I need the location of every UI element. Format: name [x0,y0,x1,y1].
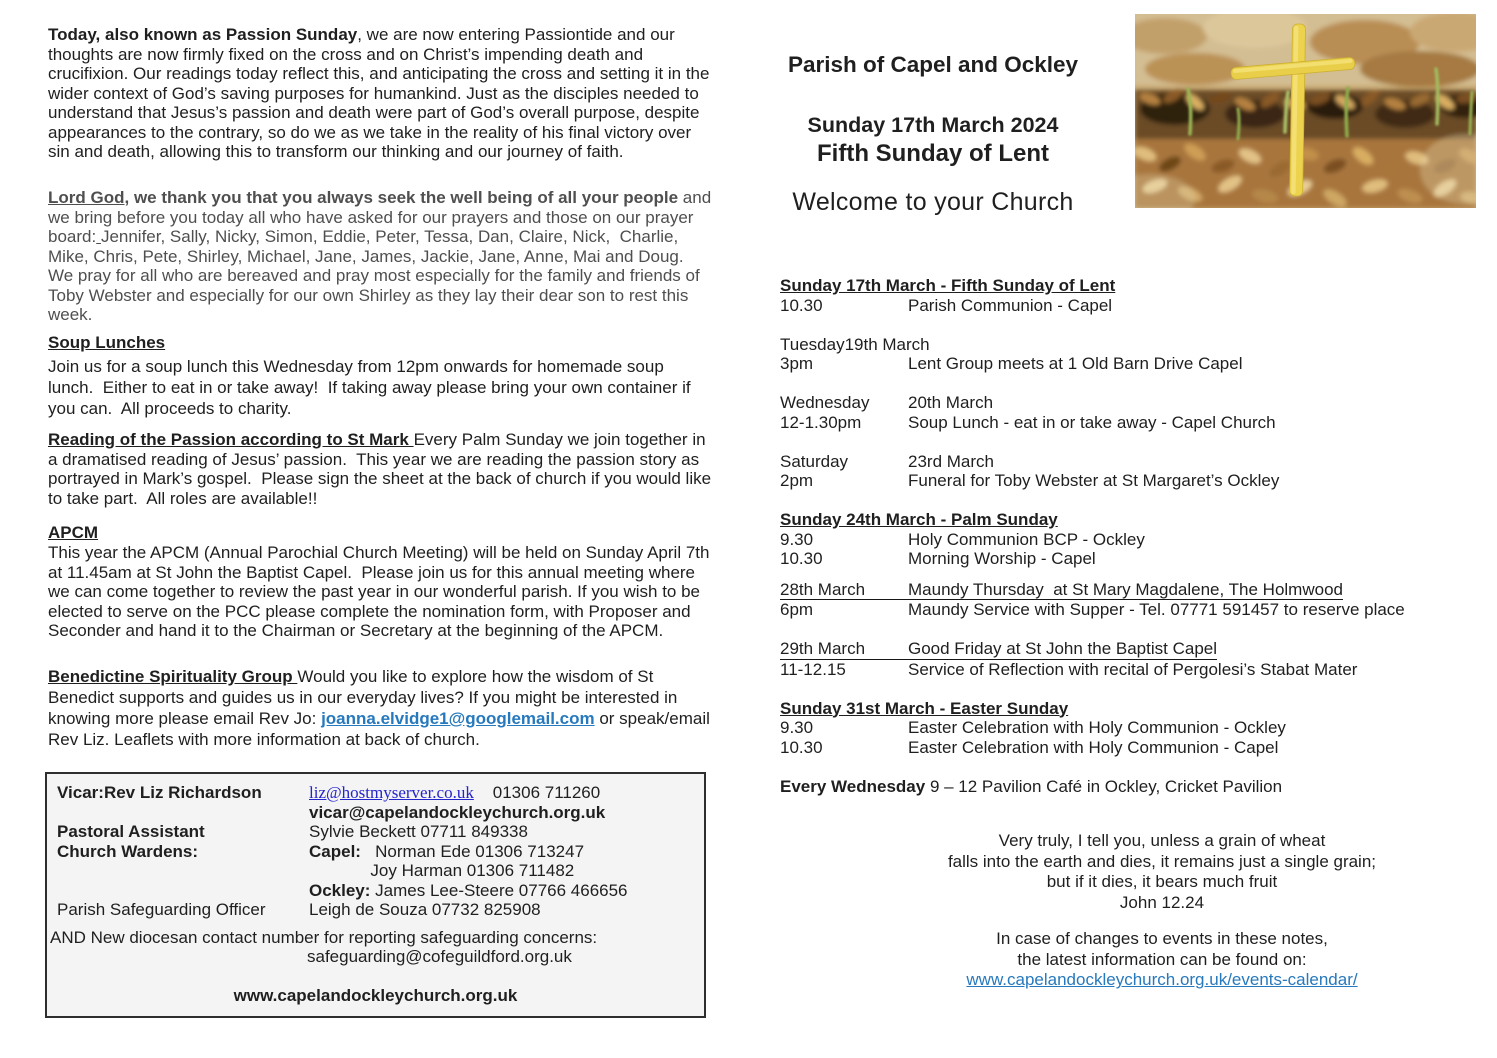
wheat-photo-svg [1135,14,1476,208]
text-segment: Benedictine Spirituality Group [48,667,298,686]
contact-value [309,842,584,862]
parish-title: Parish of Capel and Ockley [787,52,1079,77]
text-segment: Reading of the Passion according to St Mark [48,430,414,449]
event-time: 9.30 [780,718,814,737]
soup-lunches-paragraph: Join us for a soup lunch this Wednesday from 12pm onwards for homemade soup lunch. Either to eat in or take away! If taking away please bring your own container if you can. All proceeds to charity. [48,357,696,418]
events-schedule [780,276,1488,796]
text-line: but if it dies, it bears much fruit [1046,872,1278,892]
contact-value [309,900,541,920]
contact-info-box [45,772,706,1018]
contact-value [309,861,574,881]
event-time: Saturday [780,451,849,471]
text-line: Very truly, I tell you, unless a grain of wheat [998,831,1326,850]
schedule-row [780,660,1488,680]
fifth-sunday-of-lent-line: Fifth Sunday of Lent [817,140,1049,167]
event-time: 10.30 [780,295,823,315]
event-time: 9.30 [780,529,814,549]
schedule-heading: Sunday 24th March - Palm Sunday [780,510,1058,529]
schedule-row [780,549,1488,569]
contact-role-label: Parish Safeguarding Officer [57,900,266,919]
event-description: Parish Communion - Capel [908,295,1113,315]
schedule-row [780,335,1488,355]
safeguarding-email: safeguarding@cofeguildford.org.uk [307,947,572,966]
schedule-heading: Sunday 31st March - Easter Sunday [780,698,1069,718]
contact-rows [57,783,694,920]
event-description: Easter Celebration with Holy Communion - Ockley [908,718,1286,737]
contact-row [57,822,694,842]
text-segment: vicar@capelandockleychurch.org.uk [309,802,606,822]
contact-row [57,783,694,803]
john-12-24-verse [842,831,1482,914]
contact-value [309,783,600,803]
date-line: Sunday 17th March 2024 [807,113,1059,137]
contact-role-label [57,803,309,823]
event-time: 10.30 [780,737,823,757]
text-line: In case of changes to events in these notes, [996,928,1328,948]
changes-note [842,929,1482,970]
email-link[interactable]: joanna.elvidge1@googlemail.com [321,709,595,728]
text-segment: Jennifer, Sally, Nicky, Simon, Eddie, Peter, Tessa, Dan, Claire, Nick, Charlie, Mike, Chris, Pete, Shirley, Michael, Jane, James, Jackie, Jane, Anne, Mai and Doug. We pray for all who are bereaved and pray most especially for the family and friends of Toby Webster and especially for our own Shirley as they lay their dear son to rest this week. [48,227,705,324]
church-website: www.capelandockleychurch.org.uk [233,985,518,1005]
event-time: Wednesday [780,393,870,412]
text-segment: Capel: [309,841,361,861]
contact-value [309,803,605,823]
contact-role-label [57,881,309,901]
event-description: Funeral for Toby Webster at St Margaret’s Ockley [908,471,1280,490]
text-segment: Norman Ede 01306 713247 [360,841,585,861]
event-time: 10.30 [780,549,823,568]
schedule-row [780,471,1488,491]
text-segment: James Lee-Steere 07766 466656 [370,880,628,900]
event-description: Maundy Service with Supper - Tel. 07771 591457 to reserve place [908,600,1405,619]
event-description: Service of Reflection with recital of Pergolesi’s Stabat Mater [908,659,1358,679]
text-segment: Joy Harman 01306 711482 [309,861,575,880]
event-description: Morning Worship - Capel [908,549,1096,568]
reading-of-the-passion-paragraph [48,430,714,508]
event-time: 29th March [780,639,866,658]
schedule-row [780,639,1488,660]
contact-value [309,822,528,842]
text-line: the latest information can be found on: [1017,949,1307,969]
schedule-row [780,738,1488,758]
contact-row [57,900,694,920]
contact-role-label [57,861,309,881]
event-description: 20th March [908,393,994,412]
contact-role-label: Vicar:Rev Liz Richardson [57,783,262,802]
wheat-grains-cross-photo [1135,14,1476,208]
contact-value [309,881,628,901]
text-segment: Lord God, [48,188,130,207]
schedule-heading: Sunday 17th March - Fifth Sunday of Lent [780,276,1116,295]
schedule-row [780,718,1488,738]
email-link[interactable]: liz@hostmyserver.co.uk [309,783,474,802]
event-time: 2pm [780,471,814,490]
contact-row [57,861,694,881]
schedule-row [780,296,1488,316]
contact-row [57,803,694,823]
soup-lunches-heading: Soup Lunches [48,333,166,352]
schedule-row [780,580,1488,601]
text-segment: and we bring before you today all who have asked for our prayers and those on our prayer board: [48,188,716,246]
text-line: John 12.24 [1119,893,1205,913]
verse-block [842,831,1482,991]
text-segment: Today, also known as Passion Sunday [48,25,358,44]
passion-sunday-paragraph [48,25,715,162]
text-segment: Would you like to explore how the wisdom of St Benedict supports and guides us in our everyday lives? If you might be interested in knowing more please email Rev Jo: [48,667,683,728]
diocesan-contact-line: AND New diocesan contact number for reporting safeguarding concerns: [50,927,598,947]
welcome-line: Welcome to your Church [792,188,1074,216]
contact-role-label: Church Wardens: [57,841,199,861]
text-segment: Ockley: [309,880,371,900]
event-description: Holy Communion BCP - Ockley [908,529,1145,549]
events-calendar-link[interactable]: www.capelandockleychurch.org.uk/events-calendar/ [966,970,1358,990]
event-description: Good Friday at St John the Baptist Capel [908,639,1218,658]
text-segment: Every Palm Sunday we join together in a dramatised reading of Jesus’ passion. This year we are reading the passion story as portrayed in Mark’s gospel. Please sign the sheet at the back of church if you would like to take part. All roles are available!! [48,430,716,508]
schedule-row [780,393,1488,413]
masthead [770,52,1096,216]
event-time: 11-12.15 [780,659,846,679]
text-segment: or speak/email Rev Liz. Leaflets with more information at back of church. [48,709,715,749]
event-time: 12-1.30pm [780,412,862,432]
apcm-paragraph: This year the APCM (Annual Parochial Church Meeting) will be held on Sunday April 7th at 11.45am at St John the Baptist Capel. Please join us for this annual meeting where we can come together to review the past year in our wonderful parish. If you wish to be elected to serve on the PCC please complete the nomination form, with Proposer and Seconder and hand it to the Chairman or Secretary at the beginning of the APCM. [48,543,715,640]
text-line: falls into the earth and dies, it remains just a single grain; [947,851,1377,871]
benedictine-spirituality-paragraph [48,666,716,750]
schedule-row [780,600,1488,620]
event-time: 28th March [780,579,866,599]
schedule-row [780,777,1488,797]
contact-row [57,881,694,901]
apcm-heading: APCM [48,523,99,542]
event-description: Easter Celebration with Holy Communion - Capel [908,737,1279,757]
text-segment: , we are now entering Passiontide and our thoughts are now firmly fixed on the cross and on Christ’s impending death and crucifixion. Our readings today reflect this, and anticipating the cross and setting it in the wider context of God’s saving purposes for humankind. Just as the disciples needed to understand that Jesus’s passion and death were part of God’s overall purpose, despite appearances to the contrary, so do we as we take in the reality of his final victory over sin and death, allowing this to transform our thinking and our journey of faith. [48,25,715,161]
text-segment: Sylvie Beckett 07711 849338 [309,822,528,841]
event-time: 6pm [780,600,814,619]
event-time: 3pm [780,354,814,373]
prayer-list-paragraph [48,188,716,325]
schedule-row [780,413,1488,433]
event-description: Soup Lunch - eat in or take away - Capel Church [908,412,1276,432]
schedule-row [780,354,1488,374]
event-time: Tuesday19th March [780,334,930,354]
text-segment: 01306 711260 [473,783,601,802]
text-segment: Every Wednesday [780,776,926,796]
event-description: Maundy Thursday at St Mary Magdalene, The Holmwood [908,579,1343,599]
text-segment: 9 – 12 Pavilion Café in Ockley, Cricket Pavilion [925,776,1283,796]
event-description: Lent Group meets at 1 Old Barn Drive Capel [908,354,1243,373]
text-segment: we thank you that you always seek the well being of all your people [129,188,679,207]
event-description: 23rd March [908,451,994,471]
text-segment: Leigh de Souza 07732 825908 [309,900,541,919]
schedule-row [780,452,1488,472]
contact-role-label: Pastoral Assistant [57,822,205,841]
contact-row [57,842,694,862]
schedule-row [780,530,1488,550]
